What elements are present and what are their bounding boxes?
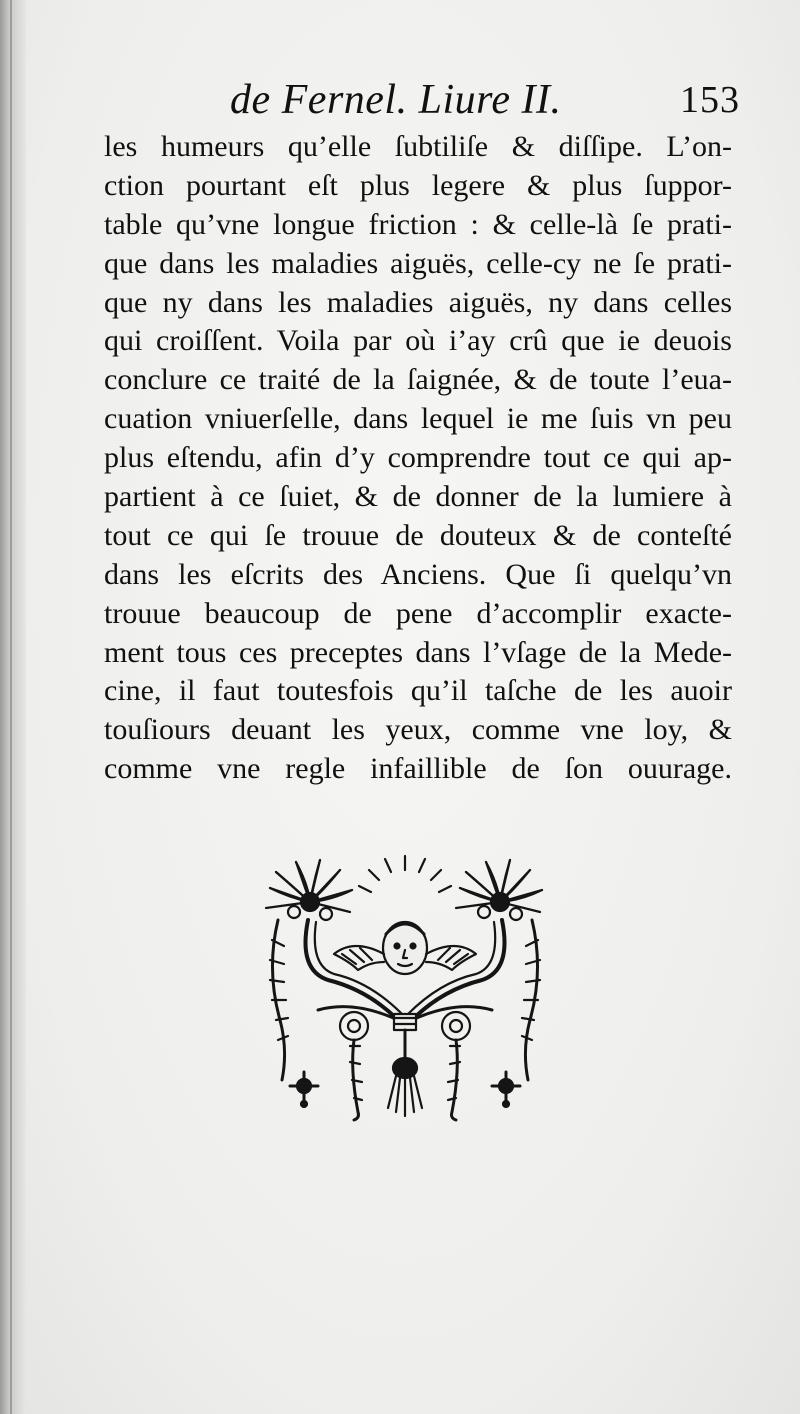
text-line: plus eſtendu, afin d’y comprendre tout ce qui ap- [104, 441, 732, 475]
text-line: table qu’vne longue friction : & celle-là ſe prati- [104, 207, 732, 241]
text-line: que ny dans les maladies aiguës, ny dans celles [104, 285, 732, 319]
gutter-edge [10, 0, 12, 1414]
text-line: touſiours deuant les yeux, comme vne loy, & [104, 713, 732, 747]
page-number: 153 [680, 79, 740, 121]
text-line: dans les eſcrits des Anciens. Que ſi quelqu’vn [104, 557, 732, 591]
page-header [230, 76, 740, 126]
text-line: les humeurs qu’elle ſubtiliſe & diſſipe. L’on- [104, 130, 732, 163]
text-line: conclure ce traité de la ſaignée, & de toute l’eua- [104, 363, 732, 397]
text-line: cuation vniuerſelle, dans lequel ie me ſuis vn peu [104, 402, 732, 436]
text-line: qui croiſſent. Voila par où i’ay crû que ie deuois [104, 324, 732, 358]
text-line: ction pourtant eſt plus legere & plus ſuppor- [104, 168, 732, 202]
running-head: de Fernel. Liure II. [230, 77, 562, 123]
body-text [104, 128, 732, 789]
text-line: ment tous ces preceptes dans l’vſage de la Mede- [104, 635, 732, 669]
cherub-garland-tailpiece-icon [258, 850, 552, 1130]
text-line: comme vne regle infaillible de ſon ouurage. [104, 752, 732, 786]
text-line: partient à ce ſuiet, & de donner de la lumiere à [104, 480, 732, 514]
text-line: tout ce qui ſe trouue de douteux & de conteſté [104, 518, 732, 552]
text-line: cine, il faut toutesfois qu’il taſche de les auoir [104, 674, 732, 708]
gutter-shadow [0, 0, 26, 1414]
text-line: trouue beaucoup de pene d’accomplir exacte- [104, 596, 732, 630]
text-line: que dans les maladies aiguës, celle-cy ne ſe prati- [104, 246, 732, 280]
